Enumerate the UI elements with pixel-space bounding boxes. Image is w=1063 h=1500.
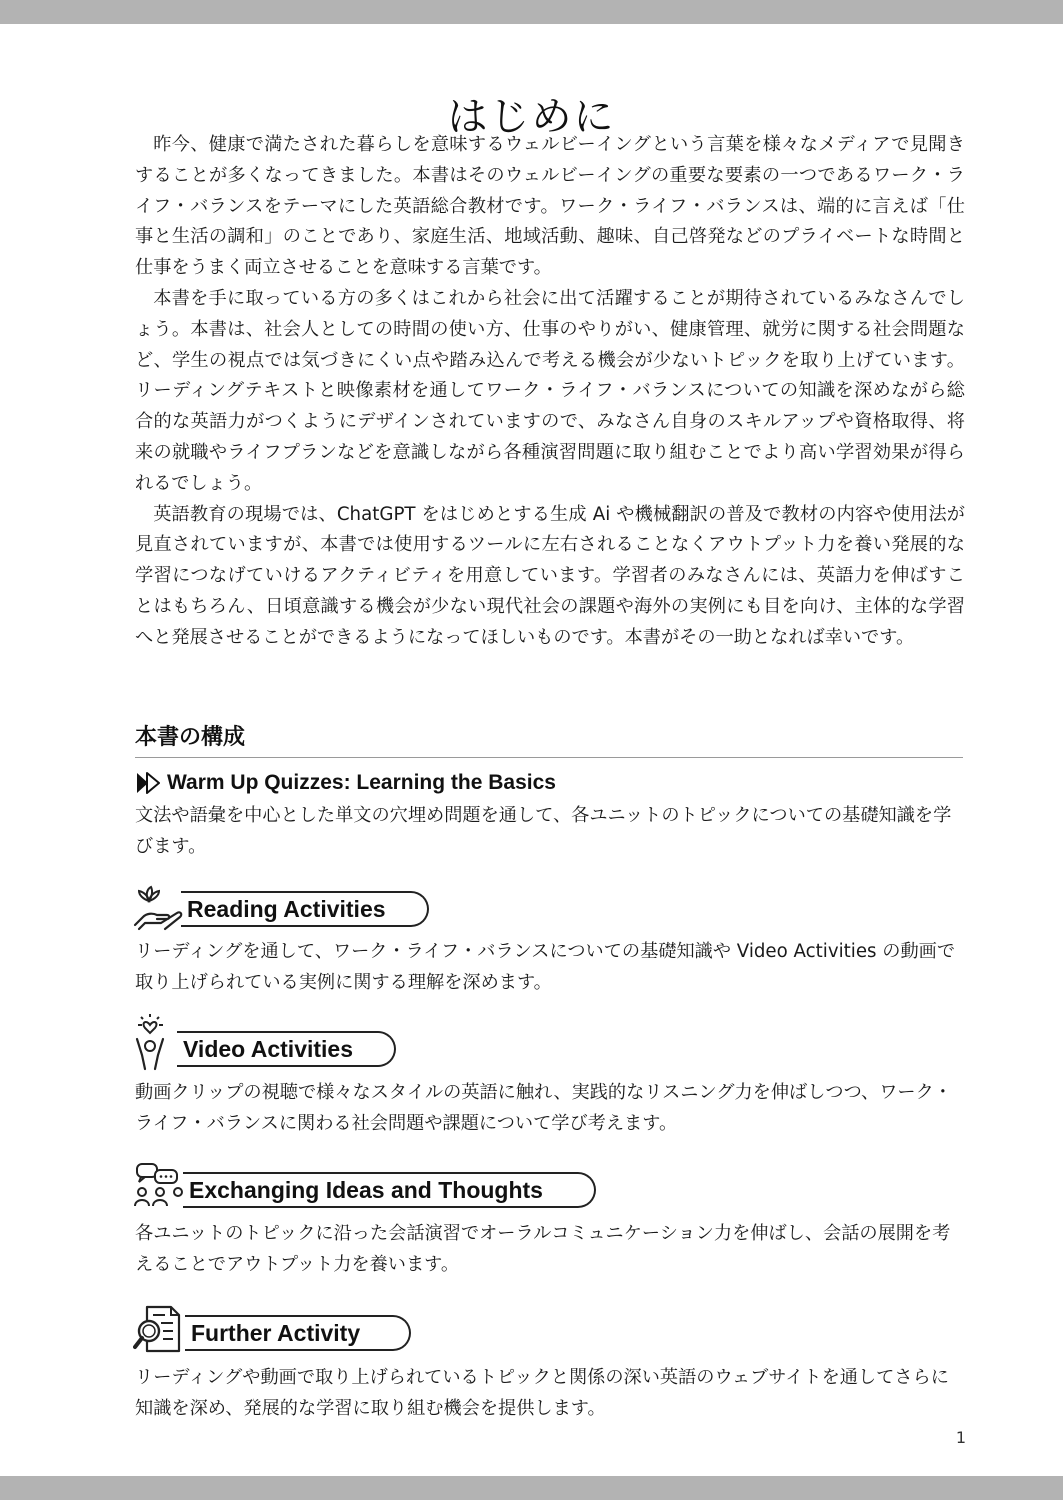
intro-section xyxy=(135,130,965,654)
video-activities-description: 動画クリップの視聴で様々なスタイルの英語に触れ、実践的なリスニング力を伸ばしつつ、ワーク・ライフ・バランスに関わる社会問題や課題について学び考えます。 xyxy=(135,1082,952,1134)
structure-heading: 本書の構成 xyxy=(135,720,963,758)
top-border-bar xyxy=(0,0,1063,24)
reading-activities-title: Reading Activities xyxy=(187,895,386,922)
further-activity-pill xyxy=(185,1315,411,1351)
page-number: 1 xyxy=(955,1428,966,1447)
people-chat-icon xyxy=(133,1162,185,1212)
warmup-title: Warm Up Quizzes: Learning the Basics xyxy=(167,771,556,794)
bottom-border-bar xyxy=(0,1476,1063,1500)
further-activity-title: Further Activity xyxy=(191,1319,361,1346)
reading-activities-pill xyxy=(181,891,429,927)
intro-paragraph-2: 本書を手に取っている方の多くはこれから社会に出て活躍することが期待されているみなさんでしょう。本書は、社会人としての時間の使い方、仕事のやりがい、健康管理、就労に関する社会問題など、学生の視点では気づきにくい点や踏み込んで考える機会が少ないトピックを取り上げています。リーディングテキストと映像素材を通してワーク・ライフ・バランスについての知識を深めながら総合的な英語力がつくようにデザインされていますので、みなさん自身のスキルアップや資格取得、将来の就職やライフプランなどを意識しながら各種演習問題に取り組むことでより高い学習効果が得られるでしょう。 xyxy=(135,287,965,494)
warmup-description: 文法や語彙を中心とした単文の穴埋め問題を通して、各ユニットのトピックについての基礎知識を学びます。 xyxy=(135,805,952,857)
document-magnifier-icon xyxy=(133,1305,185,1353)
page-title: はじめに xyxy=(447,93,616,140)
exchanging-ideas-title: Exchanging Ideas and Thoughts xyxy=(189,1176,543,1203)
further-activity-description: リーディングや動画で取り上げられているトピックと関係の深い英語のウェブサイトを通してさらに知識を深め、発展的な学習に取り組む機会を提供します。 xyxy=(135,1367,949,1419)
exchanging-ideas-pill xyxy=(183,1172,596,1208)
warmup-heading xyxy=(135,768,556,798)
lotus-hand-icon xyxy=(133,883,185,935)
person-heart-icon xyxy=(133,1013,179,1071)
intro-paragraph-1: 昨今、健康で満たされた暮らしを意味するウェルビーイングという言葉を様々なメディアで見聞きすることが多くなってきました。本書はそのウェルビーイングの重要な要素の一つであるワーク・ライフ・バランスをテーマにした英語総合教材です。ワーク・ライフ・バランスは、端的に言えば「仕事と生活の調和」のことであり、家庭生活、地域活動、趣味、自己啓発などのプライベートな時間と仕事をうまく両立させることを意味する言葉です。 xyxy=(135,134,965,279)
video-activities-pill xyxy=(177,1031,396,1067)
double-arrow-icon xyxy=(135,772,161,794)
reading-activities-description: リーディングを通して、ワーク・ライフ・バランスについての基礎知識や Video Activities の動画で取り上げられている実例に関する理解を深めます。 xyxy=(135,941,956,993)
video-activities-title: Video Activities xyxy=(183,1035,354,1062)
intro-paragraph-3: 英語教育の現場では、ChatGPT をはじめとする生成 Ai や機械翻訳の普及で教材の内容や使用法が見直されていますが、本書では使用するツールに左右されることなくアウトプット力を養い発展的な学習につなげていけるアクティビティを用意しています。学習者のみなさんには、英語力を伸ばすことはもちろん、日頃意識する機会が少ない現代社会の課題や海外の実例にも目を向け、主体的な学習へと発展させることができるようになってほしいものです。本書がその一助となれば幸いです。 xyxy=(135,503,965,648)
exchanging-ideas-description: 各ユニットのトピックに沿った会話演習でオーラルコミュニケーション力を伸ばし、会話の展開を考えることでアウトプット力を養います。 xyxy=(135,1223,951,1275)
